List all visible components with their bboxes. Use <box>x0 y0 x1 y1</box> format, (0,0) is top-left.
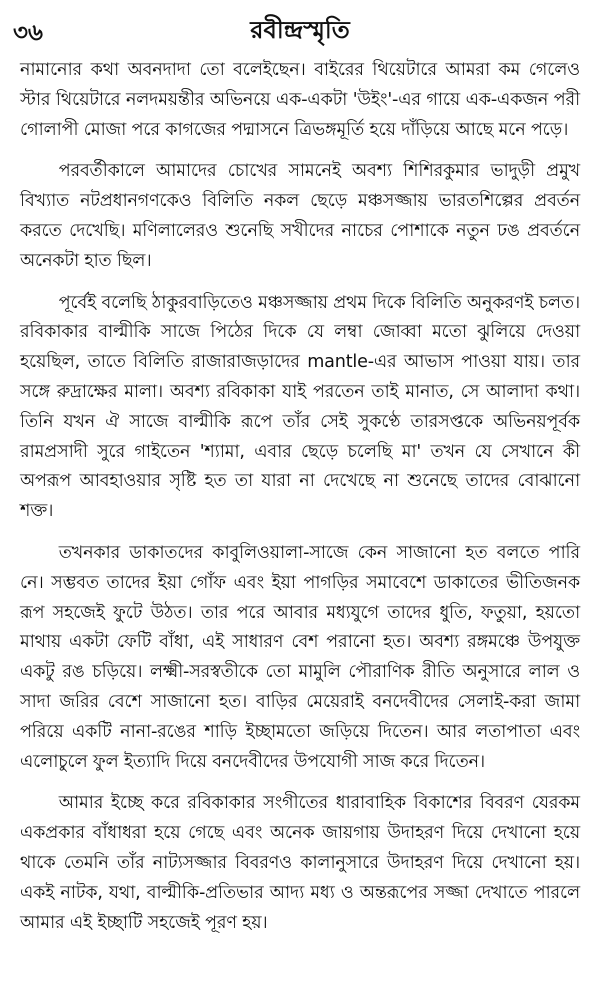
paragraph-5: আমার ইচ্ছে করে রবিকাকার সংগীতের ধারাবাহিক বিকাশের বিবরণ যেরকম একপ্রকার বাঁধাধরা হয়ে গেছে এবং অনেক জায়গায় উদাহরণ দিয়ে দেখানো হয়ে থাকে তেমনি তাঁর নাট্যসজ্জার বিবরণও কালানুসারে উদাহরণ দিয়ে দেখানো হয়। একই নাটক, যথা, বাল্মীকি-প্রতিভার আদ্য মধ্য ও অন্তরূপের সজ্জা দেখাতে পারলে আমার এই ইচ্ছাটি সহজেই পূরণ হয়। <box>20 793 580 933</box>
paragraph-1: নামানোর কথা অবনদাদা তো বলেইছেন। বাইরের থিয়েটারে আমরা কম গেলেও স্টার থিয়েটারে নলদময়ন্তীর অভিনয়ে এক-একটা 'উইং'-এর গায়ে এক-একজন পরী গোলাপী মোজা পরে কাগজের পদ্মাসনে ত্রিভঙ্গমূর্তি হয়ে দাঁড়িয়ে আছে মনে পড়ে। <box>20 60 580 140</box>
paragraph-3: পূর্বেই বলেছি ঠাকুরবাড়িতেও মঞ্চসজ্জায় প্রথম দিকে বিলিতি অনুকরণই চলত। রবিকাকার বাল্মীকি সাজে পিঠের দিকে যে লম্বা জোব্বা মতো ঝুলিয়ে দেওয়া হয়েছিল, তাতে বিলিতি রাজারাজড়াদের mantle-এর আভাস পাওয়া যায়। তার সঙ্গে রুদ্রাক্ষের মালা। অবশ্য রবিকাকা যাই পরতেন তাই মানাত, সে আলাদা কথা। তিনি যখন ঐ সাজে বাল্মীকি রূপে তাঁর সেই সুকণ্ঠে তারসপ্তকে অভিনয়পূর্বক রামপ্রসাদী সুরে গাইতেন 'শ্যামা, এবার ছেড়ে চলেছি মা' তখন যে সেখানে কী অপরূপ আবহাওয়ার সৃষ্টি হত তা যারা না দেখেছে না শুনেছে তাদের বোঝানো শক্ত। <box>20 292 580 522</box>
body-text <box>20 56 580 950</box>
paragraph-2: পরবর্তীকালে আমাদের চোখের সামনেই অবশ্য শিশিরকুমার ভাদুড়ী প্রমুখ বিখ্যাত নটপ্রধানগণকেও বিলিতি নকল ছেড়ে মঞ্চসজ্জায় ভারতশিল্পের প্রবর্তন করতে দেখেছি। মণিলালেরও শুনেছি সখীদের নাচের পোশাকে নতুন ঢঙ প্রবর্তনে অনেকটা হাত ছিল। <box>20 161 580 271</box>
page-number: ৩৬ <box>13 20 43 46</box>
paragraph-4: তখনকার ডাকাতদের কাবুলিওয়ালা-সাজে কেন সাজানো হত বলতে পারি নে। সম্ভবত তাদের ইয়া গোঁফ এবং ইয়া পাগড়ির সমাবেশে ডাকাতের ভীতিজনক রূপ সহজেই ফুটে উঠত। তার পরে আবার মধ্যযুগে তাদের ধুতি, ফতুয়া, হয়তো মাথায় একটা ফেটি বাঁধা, এই সাধারণ বেশ পরানো হত। অবশ্য রঙ্গমঞ্চে উপযুক্ত একটু রঙ চড়িয়ে। লক্ষ্মী-সরস্বতীকে তো মামুলি পৌরাণিক রীতি অনুসারে লাল ও সাদা জরির বেশে সাজানো হত। বাড়ির মেয়েরাই বনদেবীদের সেলাই-করা জামা পরিয়ে একটি নানা-রঙের শাড়ি ইচ্ছামতো জড়িয়ে দিতেন। আর লতাপাতা এবং এলোচুলে ফুল ইত্যাদি দিয়ে বনদেবীদের উপযোগী সাজ করে দিতেন। <box>20 542 580 772</box>
running-title: রবীন্দ্রস্মৃতি <box>250 16 350 44</box>
page-header <box>0 6 600 50</box>
